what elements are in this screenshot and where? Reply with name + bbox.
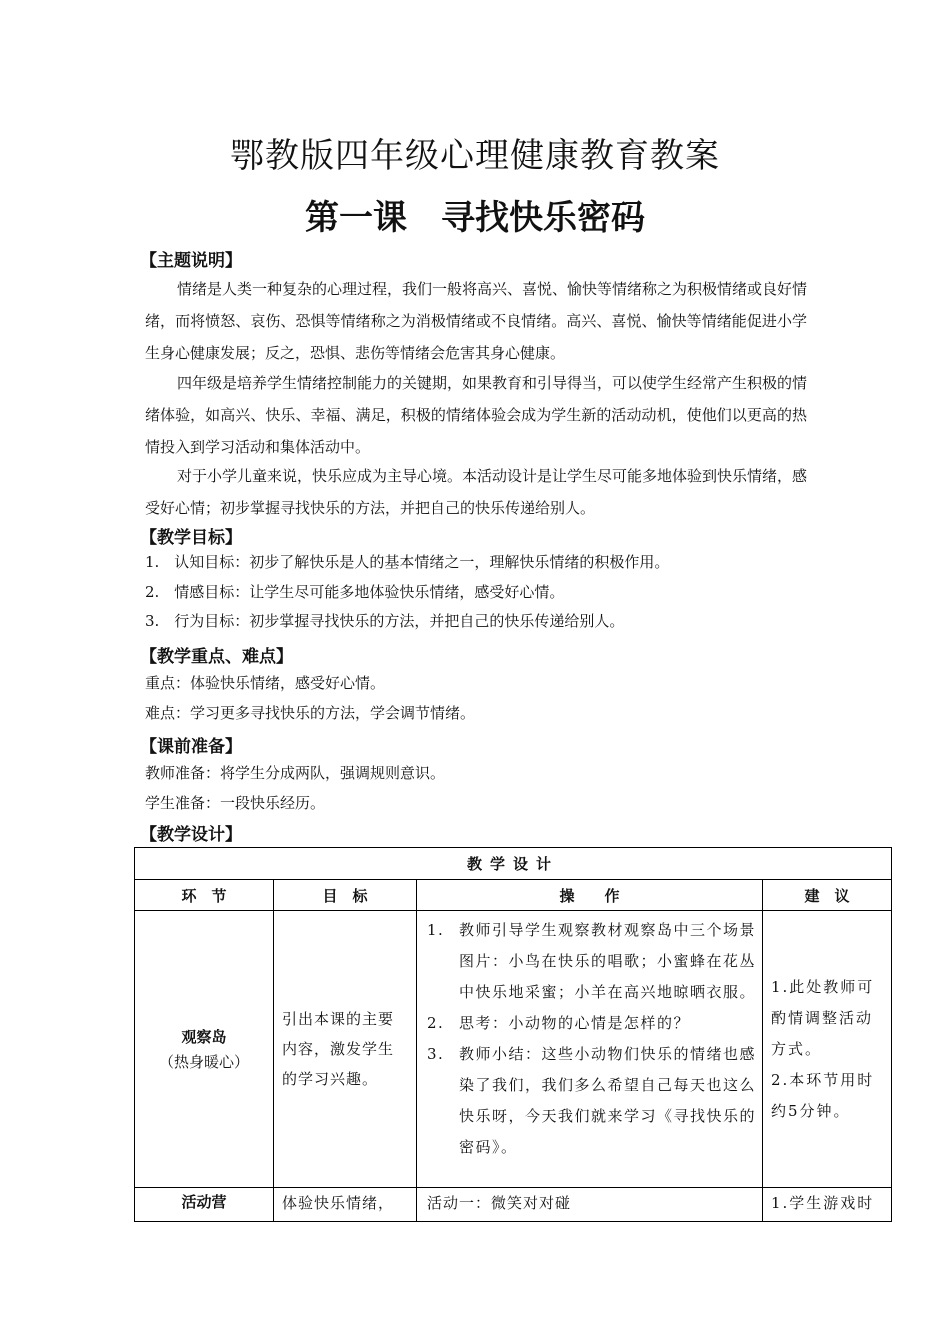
preparation-item: 教师准备：将学生分成两队，强调规则意识。	[145, 764, 446, 782]
suggestion-item: 2.本环节用时约5分钟。	[771, 1070, 875, 1120]
theme-paragraph: 对于小学儿童来说，快乐应成为主导心境。本活动设计是让学生尽可能多地体验到快乐情绪，感受好心情；初步掌握寻找快乐的方法，并把自己的快乐传递给别人。	[145, 467, 808, 517]
objective-item: 2. 情感目标：让学生尽可能多地体验快乐情绪，感受好心情。	[145, 583, 565, 601]
operation-step	[423, 1039, 756, 1163]
theme-heading: 【主题说明】	[140, 251, 242, 271]
preparation-item: 学生准备：一段快乐经历。	[145, 794, 326, 812]
design-table	[134, 847, 892, 1222]
column-header-suggestion: 建 议	[763, 880, 892, 911]
stage-name: 活动营	[181, 1193, 227, 1211]
operation-step	[423, 915, 756, 1008]
step-number: 3.	[427, 1045, 445, 1063]
suggestion-cell	[763, 911, 892, 1188]
step-number: 1.	[427, 921, 445, 939]
design-heading: 【教学设计】	[140, 825, 242, 845]
step-text: 教师小结：这些小动物们快乐的情绪也感染了我们，我们多么希望自己每天也这么快乐呀，今天我们就来学习《寻找快乐的密码》。	[459, 1045, 757, 1156]
operation-list	[423, 911, 756, 1163]
suggestion-cell: 1.学生游戏时	[763, 1188, 892, 1222]
objective-item: 1. 认知目标：初步了解快乐是人的基本情绪之一，理解快乐情绪的积极作用。	[145, 553, 670, 571]
theme-paragraph: 情绪是人类一种复杂的心理过程，我们一般将高兴、喜悦、愉快等情绪称之为积极情绪或良好情绪，而将愤怒、哀伤、恐惧等情绪称之为消极情绪或不良情绪。高兴、喜悦、愉快等情绪能促进小学生身心健康发展；反之，恐惧、悲伤等情绪会危害其身心健康。	[145, 280, 808, 362]
step-number: 2.	[427, 1014, 445, 1032]
objective-item: 3. 行为目标：初步掌握寻找快乐的方法，并把自己的快乐传递给别人。	[145, 612, 625, 630]
column-header-stage: 环 节	[135, 880, 274, 911]
operation-cell	[417, 911, 763, 1188]
step-text: 教师引导学生观察教材观察岛中三个场景图片：小鸟在快乐的唱歌；小蜜蜂在花丛中快乐地采蜜；小羊在高兴地晾晒衣服。	[459, 921, 757, 1001]
table-caption: 教学设计	[135, 848, 892, 880]
table-row	[135, 911, 892, 1188]
column-header-goal: 目 标	[274, 880, 417, 911]
column-header-operation: 操 作	[417, 880, 763, 911]
goal-cell: 体验快乐情绪，	[274, 1188, 417, 1222]
objectives-heading: 【教学目标】	[140, 528, 242, 548]
stage-cell	[135, 1188, 274, 1222]
key-point-item: 难点：学习更多寻找快乐的方法，学会调节情绪。	[145, 704, 476, 722]
preparation-heading: 【课前准备】	[140, 737, 242, 757]
theme-paragraph: 四年级是培养学生情绪控制能力的关键期，如果教育和引导得当，可以使学生经常产生积极的情绪体验，如高兴、快乐、幸福、满足，积极的情绪体验会成为学生新的活动动机，使他们以更高的热情投入到学习活动和集体活动中。	[145, 374, 808, 456]
operation-step	[423, 1008, 756, 1039]
operation-cell: 活动一：微笑对对碰	[417, 1188, 763, 1222]
stage-name: 观察岛	[181, 1028, 227, 1046]
goal-cell: 引出本课的主要内容，激发学生的学习兴趣。	[274, 911, 417, 1188]
table-row	[135, 1188, 892, 1222]
suggestion-item: 1.此处教师可酌情调整活动方式。	[771, 977, 875, 1058]
step-text: 思考：小动物的心情是怎样的？	[459, 1014, 691, 1032]
key-point-item: 重点：体验快乐情绪，感受好心情。	[145, 674, 386, 692]
lesson-title: 第一课 寻找快乐密码	[305, 198, 645, 238]
document-title: 鄂教版四年级心理健康教育教案	[230, 136, 720, 176]
stage-cell	[135, 911, 274, 1188]
key-points-heading: 【教学重点、难点】	[140, 647, 293, 667]
stage-subtitle: （热身暖心）	[158, 1053, 249, 1071]
